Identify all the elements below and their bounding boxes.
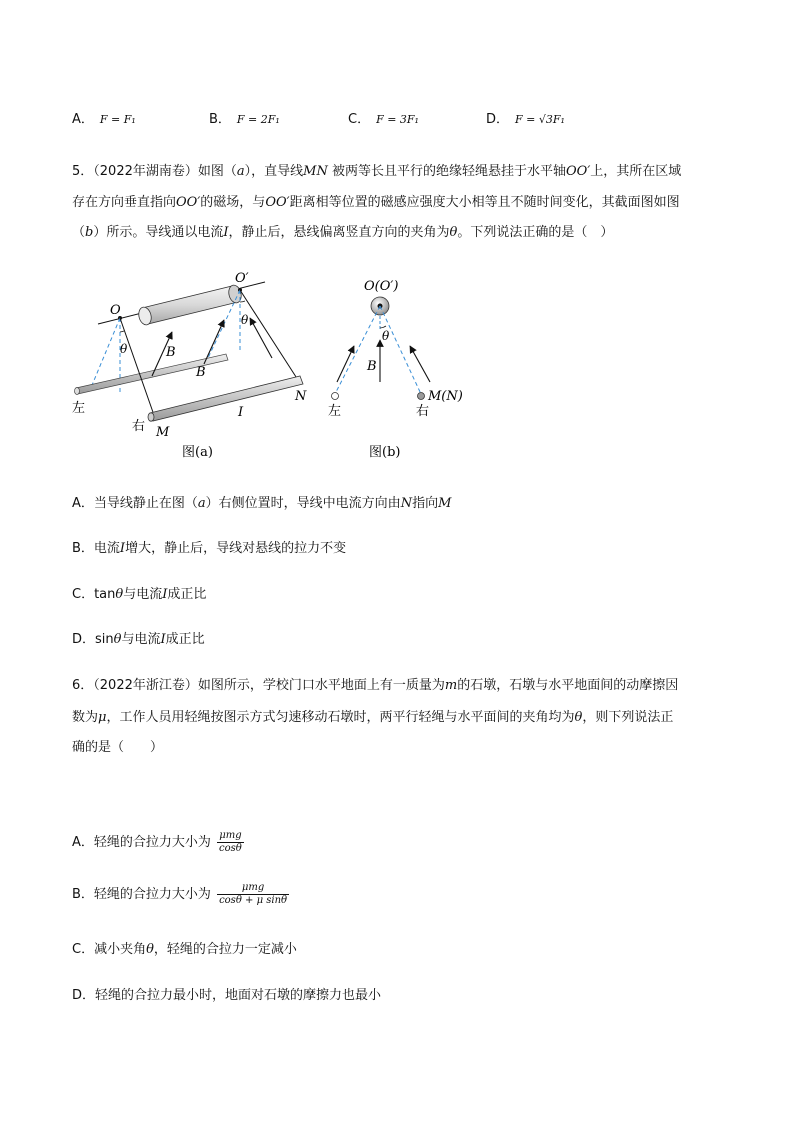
option-text: 增大，静止后，导线对悬线的拉力不变 [125, 541, 347, 556]
option-italic: I [119, 541, 126, 556]
label-n: N [295, 389, 307, 404]
q4-option-c [348, 108, 419, 127]
string-dashed-left [335, 306, 380, 394]
label-theta-1: θ [120, 342, 128, 356]
option-text: D．轻绳的合拉力最小时，地面对石墩的摩擦力也最小 [72, 988, 382, 1003]
caption-b: 图(b) [369, 445, 401, 460]
q6-option-c [72, 938, 297, 957]
stem-italic: θ [449, 225, 458, 240]
q5-option-a [72, 492, 451, 511]
option-text: B．轻绳的合拉力大小为 [72, 887, 211, 902]
stem-text: ，静止后，悬线偏离竖直方向的夹角为 [228, 225, 450, 240]
option-letter: D． [486, 112, 510, 127]
option-formula: F = 3F₁ [376, 113, 419, 126]
question-source: （2022年湖南卷） [93, 164, 198, 179]
q6-stem-line3 [72, 736, 163, 755]
stem-text: ，则下列说法正 [582, 710, 674, 725]
option-letter: C． [348, 112, 371, 127]
wire-left-position [332, 393, 339, 400]
label-i: I [238, 405, 244, 420]
option-letter: A． [72, 112, 94, 127]
q5-option-d [72, 628, 205, 647]
option-formula: F = 2F₁ [236, 113, 280, 126]
label-o: O [110, 303, 121, 318]
option-text: 与电流 [121, 632, 161, 647]
q5-option-b [72, 537, 346, 556]
stem-text: 确的是（ ） [72, 740, 164, 755]
b-arrow-3 [250, 318, 272, 358]
stem-text: （ [72, 225, 86, 240]
option-b-fraction [217, 882, 289, 907]
question-source: （2022年浙江卷） [93, 678, 198, 693]
option-text: 成正比 [165, 632, 205, 647]
stem-italic: I [223, 225, 229, 240]
stem-italic: MN [303, 164, 328, 179]
option-italic: a [197, 496, 206, 511]
option-text: ）右侧位置时，导线中电流方向由 [205, 496, 401, 511]
label-o-prime: O′ [235, 271, 249, 286]
option-text: B．电流 [72, 541, 120, 556]
label-o-o-prime: O(O′) [364, 279, 399, 294]
stem-italic: OO′ [176, 195, 201, 210]
option-text: A．轻绳的合拉力大小为 [72, 835, 211, 850]
option-text: ，轻绳的合拉力一定减小 [153, 942, 297, 957]
option-formula: F = √3F₁ [515, 113, 565, 126]
stem-italic: OO′ [566, 164, 591, 179]
stem-text: 距离相等位置的磁感应强度大小相等且不随时间变化，其截面图如图 [289, 195, 680, 210]
option-italic: θ [113, 632, 122, 647]
stem-italic: m [444, 678, 458, 693]
stem-italic: OO′ [265, 195, 290, 210]
q4-options [72, 108, 712, 128]
option-text: 成正比 [167, 587, 207, 602]
label-right: 右 [416, 404, 430, 419]
caption-a: 图(a) [182, 445, 213, 460]
q5-option-c [72, 583, 206, 602]
label-left: 左 [72, 401, 86, 416]
option-italic: N [400, 496, 413, 511]
label-m: M [156, 425, 170, 440]
label-theta-2: θ [241, 313, 249, 327]
fraction-denominator: cosθ [219, 843, 242, 854]
q5-stem-line2 [72, 191, 680, 210]
label-m-n: M(N) [428, 389, 463, 404]
wire-mn [148, 376, 303, 421]
option-text: C．减小夹角 [72, 942, 147, 957]
stem-text: 如图所示，学校门口水平地面上有一质量为 [197, 678, 445, 693]
stem-italic: b [85, 225, 94, 240]
theta-arc-o-prime [240, 301, 245, 302]
label-theta: θ [382, 329, 390, 343]
option-text: C．tan [72, 587, 116, 602]
question-number: 5． [72, 164, 94, 179]
option-italic: M [438, 496, 452, 511]
q6-option-b [72, 882, 289, 907]
string-dashed-right [380, 306, 421, 394]
option-text: D．sin [72, 632, 114, 647]
q6-option-a [72, 830, 244, 855]
stem-italic: a [236, 164, 245, 179]
q6-stem-line2 [72, 706, 673, 725]
q4-option-d [486, 108, 565, 127]
stem-text: ），直导线 [244, 164, 304, 179]
option-italic: θ [146, 942, 154, 957]
stem-text: ）所示。导线通以电流 [93, 225, 224, 240]
stem-italic: μ [98, 710, 107, 725]
fraction-denominator: cosθ + μ sinθ [219, 895, 288, 906]
stem-text: 被两等长且平行的绝缘轻绳悬挂于水平轴 [327, 164, 566, 179]
stem-text: 。下列说法正确的是（ ） [457, 225, 614, 240]
q5-stem-line1 [72, 160, 681, 179]
theta-arc [380, 326, 386, 328]
string-right-2 [240, 290, 298, 380]
q4-option-a [72, 108, 136, 127]
axis-cylinder [137, 284, 243, 326]
stem-italic: θ [574, 710, 583, 725]
stem-text: 数为 [72, 710, 99, 725]
label-b: B [367, 359, 377, 374]
q6-option-d [72, 984, 381, 1003]
option-formula: F = F₁ [99, 113, 136, 126]
q5-stem-line3 [72, 221, 613, 240]
stem-text: ，工作人员用轻绳按图示方式匀速移动石墩时，两平行轻绳与水平面间的夹角均为 [106, 710, 575, 725]
fraction-numerator: μmg [217, 830, 244, 843]
stem-text: 的磁场，与 [200, 195, 266, 210]
label-b-1: B [166, 345, 176, 360]
option-a-fraction [217, 830, 244, 855]
q6-stem-line1 [72, 674, 678, 693]
question-number: 6． [72, 678, 94, 693]
option-italic: θ [115, 587, 124, 602]
label-b-2: B [196, 365, 206, 380]
option-letter: B． [209, 112, 231, 127]
b-arrow-left [337, 346, 354, 382]
stem-text: 存在方向垂直指向 [72, 195, 177, 210]
option-italic: I [160, 632, 166, 647]
figure-b [320, 270, 480, 470]
label-right: 右 [132, 419, 146, 434]
option-text: A．当导线静止在图（ [72, 496, 198, 511]
fraction-numerator: μmg [217, 882, 289, 895]
label-left: 左 [328, 404, 342, 419]
stem-text: 上，其所在区域 [590, 164, 682, 179]
q4-option-b [209, 108, 280, 127]
string-right-1 [120, 318, 155, 418]
stem-text: 如图（ [197, 164, 237, 179]
option-text: 指向 [412, 496, 439, 511]
option-italic: I [162, 587, 168, 602]
stem-text: 的石墩，石墩与水平地面间的动摩擦因 [457, 678, 679, 693]
wire-right-position [418, 393, 425, 400]
theta-arc-o [120, 331, 124, 332]
figure-a [60, 260, 320, 470]
option-text: 与电流 [123, 587, 163, 602]
